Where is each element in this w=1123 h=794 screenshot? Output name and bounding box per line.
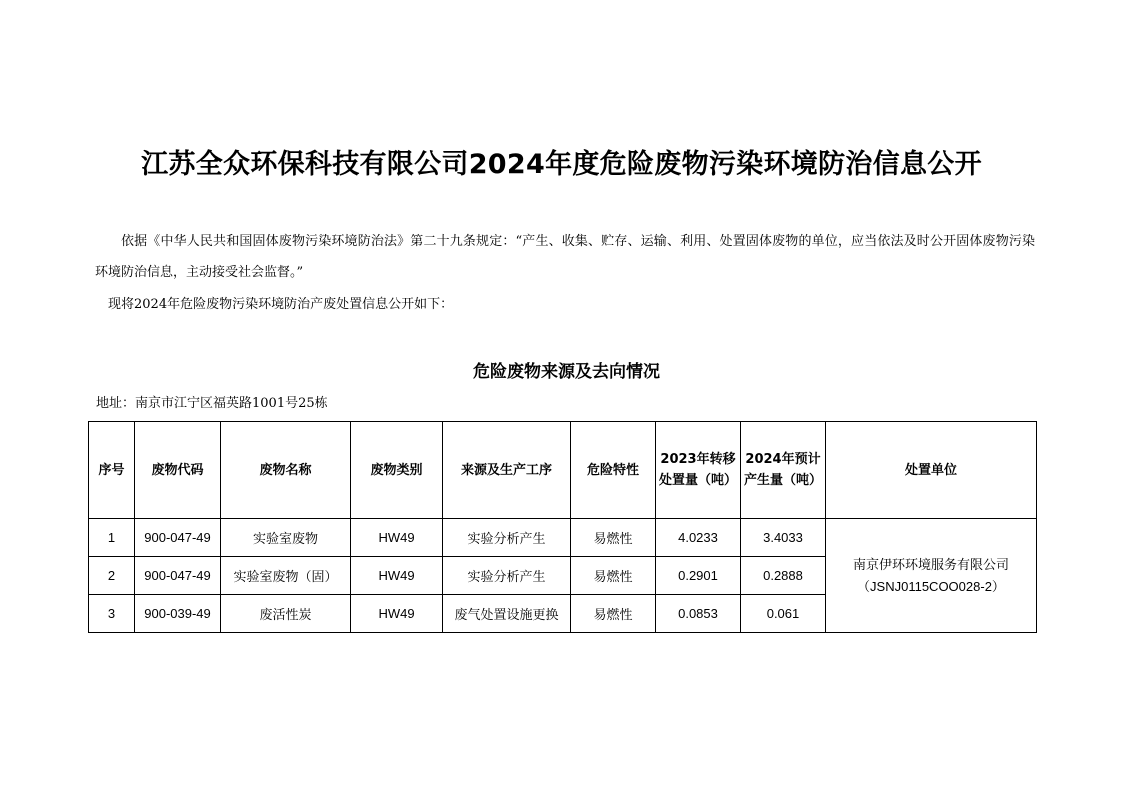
cell-hazard: 易燃性 [571, 595, 656, 633]
header-code: 废物代码 [135, 422, 221, 519]
header-source: 来源及生产工序 [443, 422, 571, 519]
hazardous-waste-table [88, 421, 1037, 633]
cell-name: 废活性炭 [221, 595, 351, 633]
address: 地址：南京市江宁区福英路1001号25栋 [96, 396, 328, 411]
cell-hazard: 易燃性 [571, 519, 656, 557]
cell-source: 实验分析产生 [443, 519, 571, 557]
cell-forecast-2024: 3.4033 [741, 519, 826, 557]
cell-seq: 2 [89, 557, 135, 595]
table-title: 危险废物来源及去向情况 [473, 362, 660, 382]
table-row [89, 519, 1037, 557]
cell-name: 实验室废物 [221, 519, 351, 557]
header-name: 废物名称 [221, 422, 351, 519]
header-transfer-2023: 2023年转移处置量（吨） [656, 422, 741, 519]
cell-seq: 1 [89, 519, 135, 557]
cell-code: 900-039-49 [135, 595, 221, 633]
header-disposal: 处置单位 [826, 422, 1037, 519]
cell-transfer-2023: 4.0233 [656, 519, 741, 557]
cell-category: HW49 [351, 557, 443, 595]
cell-source: 废气处置设施更换 [443, 595, 571, 633]
header-seq: 序号 [89, 422, 135, 519]
cell-transfer-2023: 0.2901 [656, 557, 741, 595]
cell-code: 900-047-49 [135, 519, 221, 557]
intro-paragraph: 依据《中华人民共和国固体废物污染环境防治法》第二十九条规定：“产生、收集、贮存、运输、利用、处置固体废物的单位，应当依法及时公开固体废物污染环境防治信息，主动接受社会监督。” [95, 234, 1035, 280]
cell-seq: 3 [89, 595, 135, 633]
disclosure-paragraph: 现将2024年危险废物污染环境防治产废处置信息公开如下： [108, 297, 454, 312]
table-header-row [89, 422, 1037, 519]
header-category: 废物类别 [351, 422, 443, 519]
disposal-unit-name: 南京伊环环境服务有限公司 [852, 557, 1009, 573]
cell-name: 实验室废物（固） [221, 557, 351, 595]
disposal-unit-license: （JSNJ0115COO028-2） [857, 578, 1005, 594]
cell-transfer-2023: 0.0853 [656, 595, 741, 633]
cell-forecast-2024: 0.061 [741, 595, 826, 633]
header-forecast-2024: 2024年预计产生量（吨） [741, 422, 826, 519]
document-title: 江苏全众环保科技有限公司2024年度危险废物污染环境防治信息公开 [141, 149, 982, 180]
cell-forecast-2024: 0.2888 [741, 557, 826, 595]
cell-disposal-unit [826, 519, 1037, 633]
header-hazard: 危险特性 [571, 422, 656, 519]
cell-code: 900-047-49 [135, 557, 221, 595]
cell-category: HW49 [351, 519, 443, 557]
cell-category: HW49 [351, 595, 443, 633]
cell-hazard: 易燃性 [571, 557, 656, 595]
cell-source: 实验分析产生 [443, 557, 571, 595]
